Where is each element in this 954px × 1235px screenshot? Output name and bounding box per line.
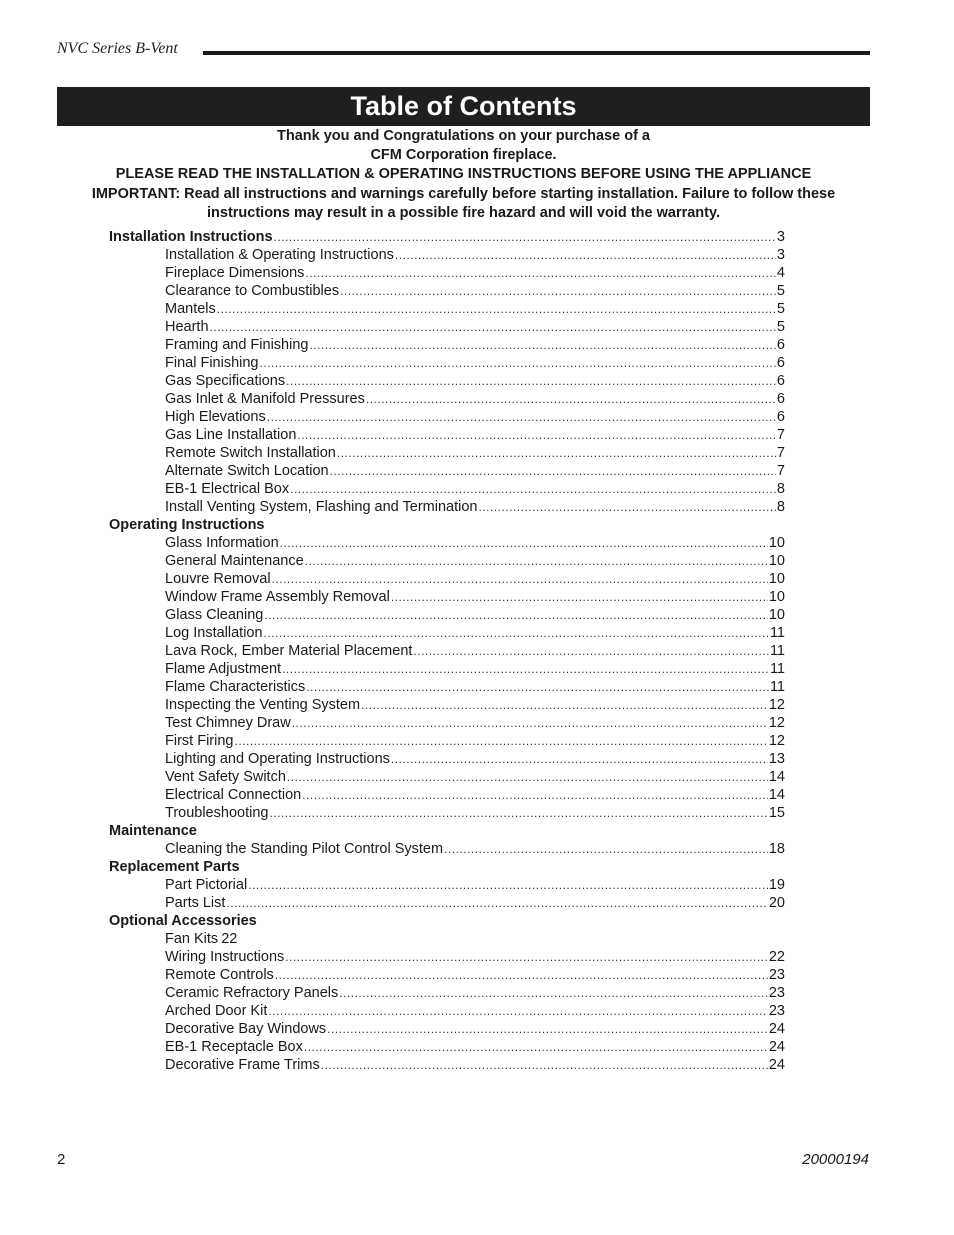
toc-leader-dots [280,534,768,552]
toc-leader-dots [272,570,768,588]
toc-page-number: 7 [776,445,785,461]
toc-entry[interactable] [109,282,785,300]
toc-leader-dots [337,444,776,462]
toc-entry[interactable] [109,498,785,516]
toc-entry[interactable] [109,408,785,426]
toc-page-number: 24 [768,1057,785,1073]
toc-entry[interactable] [109,444,785,462]
toc-entry-label: Flame Characteristics [165,679,306,695]
toc-leader-dots [287,768,768,786]
toc-page-number: 24 [768,1021,785,1037]
toc-leader-dots [297,426,776,444]
toc-entry-label: Gas Specifications [165,373,286,389]
toc-entry[interactable] [109,1038,785,1056]
toc-entry-label: Parts List [165,895,226,911]
toc-entry[interactable] [109,840,785,858]
toc-entry-label: Lava Rock, Ember Material Placement [165,643,413,659]
toc-entry[interactable] [109,480,785,498]
toc-page-number: 3 [776,229,785,245]
toc-leader-dots [286,372,776,390]
toc-leader-dots [413,642,769,660]
toc-page-number: 11 [769,625,785,641]
toc-leader-dots [290,480,776,498]
toc-entry[interactable] [109,1020,785,1038]
toc-entry[interactable] [109,732,785,750]
toc-leader-dots [321,1056,768,1074]
toc-leader-dots [361,696,768,714]
toc-entry-label: Remote Switch Installation [165,445,336,461]
toc-page-number: 23 [768,967,785,983]
toc-optional-list [109,948,785,1074]
toc-page-number: 23 [768,985,785,1001]
toc-section-label: Installation Instructions [109,229,273,245]
toc-page-number: 5 [776,283,785,299]
intro-line: IMPORTANT: Read all instructions and warnings carefully before starting installation. Failure to follow these [91,185,836,202]
toc-entry-label: Framing and Finishing [165,337,309,353]
toc-entry-label: Arched Door Kit [165,1003,268,1019]
toc-page-number: 10 [768,589,785,605]
intro-line: instructions may result in a possible fire hazard and will void the warranty. [207,204,720,221]
toc-leader-dots [268,1002,768,1020]
toc-leader-dots [260,354,776,372]
toc-entry[interactable] [109,768,785,786]
toc-leader-dots [306,678,769,696]
toc-entry-label: Inspecting the Venting System [165,697,361,713]
toc-entry[interactable] [109,714,785,732]
toc-page-number: 22 [221,931,238,947]
toc-page-number: 8 [776,481,785,497]
toc-page-number: 12 [768,733,785,749]
toc-page-number: 7 [776,463,785,479]
toc-page-number: 12 [768,697,785,713]
toc-page-number: 11 [769,661,785,677]
toc-leader-dots [292,714,768,732]
toc-entry[interactable] [109,336,785,354]
toc-leader-dots [339,984,768,1002]
toc-leader-dots [302,786,768,804]
toc-leader-dots [391,588,768,606]
toc-page-number: 7 [776,427,785,443]
toc-leader-dots [274,228,776,246]
intro-text [57,127,870,223]
toc-entry[interactable] [109,696,785,714]
toc-entry[interactable] [109,426,785,444]
toc-entry-label: Electrical Connection [165,787,302,803]
toc-leader-dots [327,1020,768,1038]
toc-page-number: 3 [776,247,785,263]
toc-page-number: 19 [768,877,785,893]
toc-entry-label: Decorative Bay Windows [165,1021,327,1037]
toc-page-number: 10 [768,571,785,587]
footer-doc-number: 20000194 [802,1151,869,1168]
toc-entry[interactable] [109,1002,785,1020]
toc-entry-label: Cleaning the Standing Pilot Control System [165,841,444,857]
toc-entry[interactable] [109,984,785,1002]
intro-line: Thank you and Congratulations on your purchase of a [276,128,650,144]
toc-leader-dots [366,390,776,408]
toc-entry[interactable] [109,246,785,264]
toc-entry-label: Clearance to Combustibles [165,283,340,299]
toc-entry-label: Part Pictorial [165,877,248,893]
toc-leader-dots [391,750,768,768]
toc-section-installation[interactable] [109,228,785,246]
toc-page-number: 12 [768,715,785,731]
toc-entry[interactable] [109,876,785,894]
series-title: NVC Series B-Vent [57,40,178,57]
toc-leader-dots [234,732,767,750]
toc-page-number: 6 [776,409,785,425]
toc-entry[interactable] [109,660,785,678]
toc-entry-label: Lighting and Operating Instructions [165,751,390,767]
toc-entry-label: General Maintenance [165,553,304,569]
toc-section-maintenance[interactable]: Maintenance [109,823,197,839]
toc-entry-label: Gas Line Installation [165,427,297,443]
toc-entry-label: Glass Information [165,535,279,551]
toc-page-number: 6 [776,391,785,407]
toc-leader-dots [395,246,776,264]
toc-entry-label: Installation & Operating Instructions [165,247,394,263]
toc-installation-list [109,246,785,516]
toc-leader-dots [330,462,776,480]
toc-page-number: 4 [776,265,785,281]
toc-leader-dots [444,840,768,858]
toc-entry[interactable] [109,318,785,336]
toc-entry[interactable] [109,606,785,624]
toc-entry-label: Fireplace Dimensions [165,265,305,281]
toc-leader-dots [226,894,767,912]
toc-page-number: 6 [776,337,785,353]
toc-section-operating[interactable]: Operating Instructions [109,517,265,533]
toc-entry-label: First Firing [165,733,234,749]
toc-entry[interactable] [109,570,785,588]
toc-page-number: 20 [768,895,785,911]
toc-entry[interactable] [109,354,785,372]
toc-leader-dots [282,660,769,678]
toc-entry-label: Mantels [165,301,216,317]
toc-entry-label: Log Installation [165,625,263,641]
toc-entry[interactable] [109,462,785,480]
toc-entry[interactable] [109,588,785,606]
toc-entry-label: Wiring Instructions [165,949,285,965]
toc-entry-label: High Elevations [165,409,266,425]
toc-page-number: 8 [776,499,785,515]
toc-leader-dots [264,624,769,642]
toc-leader-dots [248,876,768,894]
page-header [57,38,870,62]
toc-page-number: 24 [768,1039,785,1055]
toc-page-number: 6 [776,355,785,371]
intro-line: CFM Corporation fireplace. [370,147,557,164]
toc-entry[interactable] [109,624,785,642]
toc-page-number: 15 [768,805,785,821]
header-rule [203,51,870,55]
toc-page-number: 10 [768,535,785,551]
toc-section-replacement-parts[interactable]: Replacement Parts [109,859,240,875]
toc-entry-label: Troubleshooting [165,805,269,821]
toc-page-number: 10 [768,553,785,569]
toc-entry-label: Alternate Switch Location [165,463,329,479]
toc-entry-label: Window Frame Assembly Removal [165,589,390,605]
toc-page-number: 10 [768,607,785,623]
toc-leader-dots [340,282,776,300]
toc-page-number: 6 [776,373,785,389]
toc-leader-dots [217,300,776,318]
toc-maintenance-list [109,840,785,858]
toc-entry[interactable] [109,948,785,966]
toc-leader-dots [210,318,776,336]
table-of-contents [109,228,785,1074]
toc-entry-label: Test Chimney Draw [165,715,291,731]
toc-page-number: 23 [768,1003,785,1019]
toc-entry-label: Flame Adjustment [165,661,282,677]
toc-entry-label: Vent Safety Switch [165,769,286,785]
toc-entry[interactable] [109,966,785,984]
toc-page-number: 5 [776,301,785,317]
toc-entry[interactable] [109,390,785,408]
page-title: Table of Contents [350,91,577,121]
toc-page-number: 18 [768,841,785,857]
toc-entry[interactable] [109,552,785,570]
toc-entry-label: Install Venting System, Flashing and Termination [165,499,478,515]
toc-entry[interactable] [109,372,785,390]
toc-page-number: 13 [768,751,785,767]
toc-entry-label: Hearth [165,319,209,335]
toc-entry-label: Louvre Removal [165,571,271,587]
toc-entry-label: Decorative Frame Trims [165,1057,320,1073]
toc-entry-label: Remote Controls [165,967,274,983]
toc-entry[interactable] [109,1056,785,1074]
toc-entry[interactable] [109,300,785,318]
toc-leader-dots [304,1038,768,1056]
toc-leader-dots [267,408,776,426]
toc-entry[interactable] [109,534,785,552]
toc-entry[interactable] [109,804,785,822]
toc-section-optional-accessories[interactable]: Optional Accessories [109,913,257,929]
toc-entry[interactable] [109,678,785,696]
toc-leader-dots [275,966,768,984]
toc-page-number: 22 [768,949,785,965]
toc-entry-label: EB-1 Electrical Box [165,481,290,497]
toc-entry-label: Final Finishing [165,355,259,371]
toc-leader-dots [269,804,767,822]
toc-page-number: 5 [776,319,785,335]
toc-entry-fan-kits[interactable] [109,930,785,948]
toc-entry-label: Fan Kits [165,931,219,947]
toc-leader-dots [478,498,775,516]
toc-leader-dots [264,606,768,624]
toc-page-number: 14 [768,787,785,803]
toc-operating-list [109,534,785,822]
title-bar [57,87,870,126]
toc-entry[interactable] [109,642,785,660]
toc-entry-label: Gas Inlet & Manifold Pressures [165,391,365,407]
toc-leader-dots [285,948,768,966]
toc-leader-dots [305,264,776,282]
toc-entry-label: EB-1 Receptacle Box [165,1039,303,1055]
toc-page-number: 11 [769,643,785,659]
toc-replacement-list [109,876,785,912]
toc-leader-dots [309,336,775,354]
toc-entry[interactable] [109,894,785,912]
toc-entry-label: Ceramic Refractory Panels [165,985,339,1001]
toc-page-number: 14 [768,769,785,785]
intro-line: PLEASE READ THE INSTALLATION & OPERATING INSTRUCTIONS BEFORE USING THE APPLIANCE [115,166,812,183]
toc-entry[interactable] [109,264,785,282]
toc-entry[interactable] [109,750,785,768]
toc-entry[interactable] [109,786,785,804]
footer-page-number: 2 [57,1151,66,1168]
toc-page-number: 11 [769,679,785,695]
toc-leader-dots [305,552,768,570]
toc-entry-label: Glass Cleaning [165,607,264,623]
